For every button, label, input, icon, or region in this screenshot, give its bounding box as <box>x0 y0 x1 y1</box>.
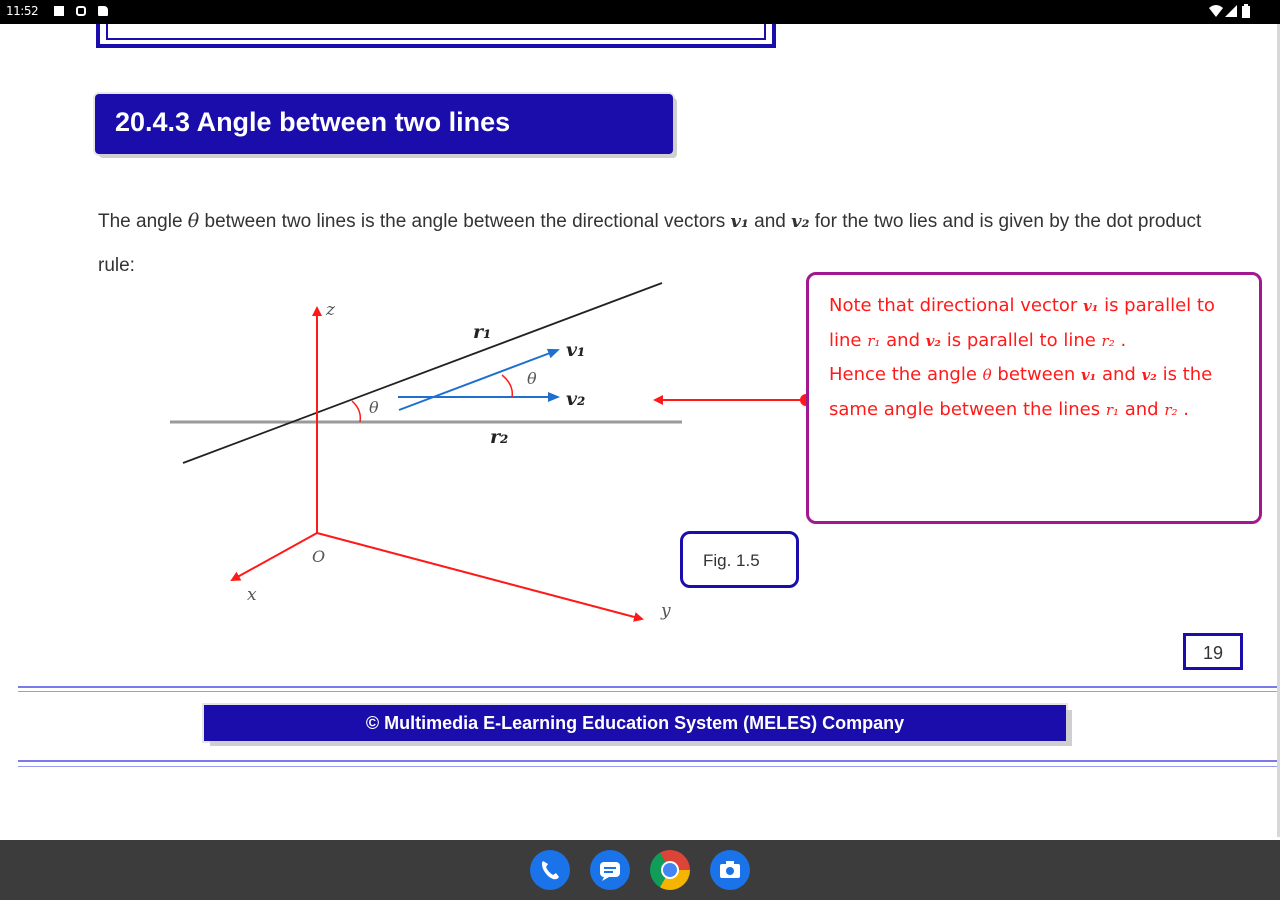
theta-symbol: θ <box>187 210 200 232</box>
note-span: is parallel to line <box>941 329 1102 351</box>
line-r1 <box>183 283 662 463</box>
note-span: and <box>880 329 926 351</box>
note-span: and <box>1119 398 1165 420</box>
v2-symbol: v₂ <box>791 211 810 232</box>
x-label: x <box>247 585 257 605</box>
v2-label: v₂ <box>566 388 586 410</box>
footer-copyright: © Multimedia E-Learning Education System (MELES) Company <box>365 713 905 733</box>
note-span: between <box>991 364 1081 385</box>
footer-banner <box>204 705 1066 741</box>
camera-app-icon[interactable] <box>710 850 750 890</box>
r2-symbol: r₂ <box>1101 331 1115 350</box>
note-span: and <box>1096 364 1142 385</box>
theta-label-lines: θ <box>369 398 379 417</box>
angle-arc-vectors <box>502 375 512 397</box>
figure-caption-box <box>680 531 799 588</box>
note-text <box>829 289 1249 427</box>
footer-divider-bottom-thin <box>18 766 1277 767</box>
v1-symbol: v₁ <box>730 211 749 232</box>
origin-label: O <box>312 547 326 566</box>
x-axis <box>232 533 317 580</box>
note-span: is the same angle between the lines <box>829 364 1213 420</box>
v1-symbol: v₁ <box>1083 297 1099 315</box>
note-span: Hence the angle <box>829 364 983 385</box>
r1-label: r₁ <box>473 321 492 343</box>
section-title: 20.4.3 Angle between two lines <box>115 107 511 137</box>
note-box <box>806 272 1262 524</box>
note-span: is parallel to line <box>829 295 1215 351</box>
status-time: 11:52 <box>6 4 39 18</box>
chrome-app-icon[interactable] <box>650 850 690 890</box>
v2-symbol: v₂ <box>925 331 942 350</box>
note-span: . <box>1114 329 1127 351</box>
figure-caption: Fig. 1.5 <box>703 551 760 570</box>
v1-label: v₁ <box>566 339 586 361</box>
paragraph-text: between two lines is the angle between the directional vectors <box>199 211 731 232</box>
v2-symbol: v₂ <box>1141 366 1157 384</box>
z-label: z <box>326 300 335 320</box>
r2-label: r₂ <box>490 426 509 448</box>
phone-app-icon[interactable] <box>530 850 570 890</box>
theta-symbol: θ <box>982 366 992 384</box>
y-label: y <box>661 601 671 621</box>
footer-divider-bottom <box>18 760 1277 762</box>
note-span: Note that directional vector <box>829 295 1084 316</box>
footer-divider-top-thin <box>18 691 1277 692</box>
theta-label-vectors: θ <box>527 369 537 388</box>
r1-symbol: r₁ <box>1105 400 1119 419</box>
r1-symbol: r₁ <box>867 331 881 350</box>
y-axis <box>317 533 642 619</box>
taskbar <box>0 840 1280 900</box>
paragraph-text: and <box>748 211 792 232</box>
page-number: 19 <box>1202 643 1224 663</box>
r2-symbol: r₂ <box>1164 400 1178 419</box>
page-number-box <box>1183 633 1243 670</box>
paragraph-text: The angle <box>98 211 188 232</box>
note-span: . <box>1177 398 1189 420</box>
messages-app-icon[interactable] <box>590 850 630 890</box>
v1-symbol: v₁ <box>1080 366 1097 384</box>
footer-divider-top <box>18 686 1277 688</box>
angle-arc-lines <box>352 401 360 422</box>
paragraph-text: for the two lies and is given by the dot product rule: <box>98 211 1202 276</box>
